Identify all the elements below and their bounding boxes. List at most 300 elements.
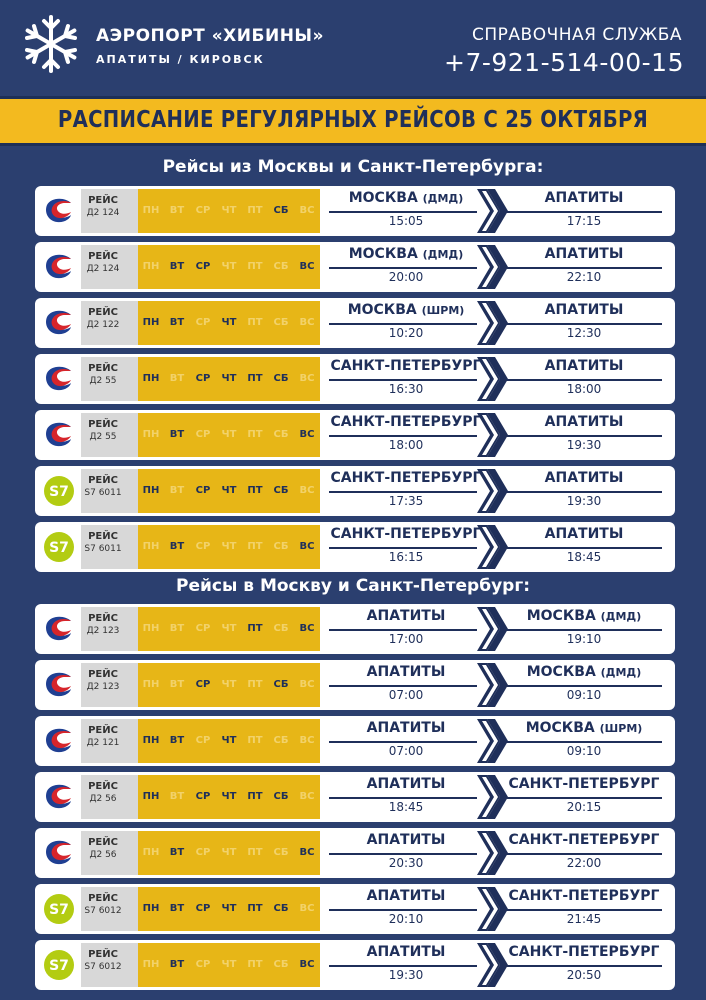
day-3: СР: [190, 245, 216, 289]
day-3: СР: [190, 357, 216, 401]
arrival-time: 19:10: [566, 632, 602, 646]
destination-airport-code: (ДМД): [600, 666, 642, 679]
section-title-departures: Рейсы в Москву и Санкт-Петербург:: [176, 576, 530, 596]
svg-text:S7: S7: [49, 902, 69, 918]
rossiya-logo-icon: [37, 301, 81, 345]
day-6: СБ: [268, 301, 294, 345]
origin-city: [322, 944, 490, 960]
divider: [329, 741, 477, 743]
day-2: ВТ: [164, 663, 190, 707]
arrival-time: 22:10: [566, 270, 602, 284]
day-6: СБ: [268, 469, 294, 513]
route: [322, 469, 670, 513]
day-1: ПН: [138, 943, 164, 987]
divider: [506, 965, 662, 967]
day-7: ВС: [294, 245, 320, 289]
day-5: ПТ: [242, 357, 268, 401]
day-4: ЧТ: [216, 719, 242, 763]
divider: [506, 435, 662, 437]
flight-label: РЕЙС: [88, 195, 118, 206]
day-1: ПН: [138, 357, 164, 401]
day-2: ВТ: [164, 831, 190, 875]
svg-text:S7: S7: [49, 958, 69, 974]
day-2: ВТ: [164, 469, 190, 513]
divider: [329, 211, 477, 213]
day-2: ВТ: [164, 189, 190, 233]
divider: [329, 435, 477, 437]
route: [322, 719, 670, 763]
divider: [506, 909, 662, 911]
weekdays: [138, 525, 320, 569]
origin-airport-code: (ШРМ): [421, 304, 465, 317]
divider: [506, 379, 662, 381]
flight-code: Д2 56: [89, 850, 117, 860]
destination-city: [500, 470, 668, 486]
flight-label: РЕЙС: [88, 307, 118, 318]
flight-code: Д2 123: [86, 626, 120, 636]
destination-city-name: САНКТ-ПЕТЕРБУРГ: [508, 888, 660, 904]
arrival-time: 20:15: [566, 800, 602, 814]
departure-time: 10:20: [388, 326, 424, 340]
origin-city-name: АПАТИТЫ: [366, 944, 446, 960]
s7-logo-icon: [37, 887, 81, 931]
flight-code: Д2 55: [89, 432, 117, 442]
day-5: ПТ: [242, 607, 268, 651]
origin-city-name: САНКТ-ПЕТЕРБУРГ: [330, 414, 482, 430]
brand-name: АЭРОПОРТ «ХИБИНЫ»: [96, 26, 325, 46]
origin-city-name: АПАТИТЫ: [366, 776, 446, 792]
weekdays: [138, 469, 320, 513]
departure-time: 18:00: [388, 438, 424, 452]
day-2: ВТ: [164, 245, 190, 289]
origin-city: [322, 470, 490, 486]
day-1: ПН: [138, 301, 164, 345]
origin-city: [322, 608, 490, 624]
flight-label: РЕЙС: [88, 475, 118, 486]
day-4: ЧТ: [216, 301, 242, 345]
destination-city-name: МОСКВА: [526, 664, 596, 680]
day-6: СБ: [268, 525, 294, 569]
day-4: ЧТ: [216, 469, 242, 513]
day-2: ВТ: [164, 719, 190, 763]
arrival-time: 18:45: [566, 550, 602, 564]
origin-airport-code: (ДМД): [422, 248, 464, 261]
destination-city: [500, 190, 668, 206]
divider: [506, 741, 662, 743]
day-1: ПН: [138, 245, 164, 289]
arrival-time: 20:50: [566, 968, 602, 982]
flight-row[interactable]: [35, 186, 675, 236]
flight-label: РЕЙС: [88, 837, 118, 848]
rossiya-logo-icon: [37, 189, 81, 233]
day-5: ПТ: [242, 301, 268, 345]
origin-city: [322, 358, 490, 374]
origin-city: [322, 302, 490, 318]
divider: [329, 629, 477, 631]
weekdays: [138, 245, 320, 289]
day-1: ПН: [138, 469, 164, 513]
day-5: ПТ: [242, 831, 268, 875]
arrival-time: 19:30: [566, 438, 602, 452]
day-6: СБ: [268, 413, 294, 457]
day-1: ПН: [138, 663, 164, 707]
destination-city: [500, 414, 668, 430]
day-6: СБ: [268, 357, 294, 401]
day-5: ПТ: [242, 887, 268, 931]
day-7: ВС: [294, 943, 320, 987]
divider: [506, 853, 662, 855]
day-6: СБ: [268, 607, 294, 651]
day-5: ПТ: [242, 775, 268, 819]
day-1: ПН: [138, 887, 164, 931]
day-6: СБ: [268, 887, 294, 931]
destination-city-name: АПАТИТЫ: [544, 358, 624, 374]
day-4: ЧТ: [216, 663, 242, 707]
route: [322, 245, 670, 289]
destination-city-name: МОСКВА: [525, 720, 595, 736]
day-1: ПН: [138, 525, 164, 569]
weekdays: [138, 943, 320, 987]
divider: [506, 323, 662, 325]
day-1: ПН: [138, 719, 164, 763]
flight-label: РЕЙС: [88, 531, 118, 542]
destination-city: [500, 944, 668, 960]
weekdays: [138, 887, 320, 931]
day-4: ЧТ: [216, 607, 242, 651]
divider: [329, 909, 477, 911]
origin-city-name: АПАТИТЫ: [366, 664, 446, 680]
day-3: СР: [190, 469, 216, 513]
s7-logo-icon: [37, 943, 81, 987]
weekdays: [138, 663, 320, 707]
divider: [506, 797, 662, 799]
origin-city-name: МОСКВА: [348, 190, 418, 206]
rossiya-logo-icon: [37, 357, 81, 401]
day-6: СБ: [268, 663, 294, 707]
destination-city: [500, 302, 668, 318]
origin-city: [322, 190, 490, 206]
divider: [329, 797, 477, 799]
divider: [329, 267, 477, 269]
destination-city-name: САНКТ-ПЕТЕРБУРГ: [508, 776, 660, 792]
divider: [329, 491, 477, 493]
day-2: ВТ: [164, 357, 190, 401]
day-5: ПТ: [242, 413, 268, 457]
hotline-label: СПРАВОЧНАЯ СЛУЖБА: [472, 25, 682, 45]
day-3: СР: [190, 943, 216, 987]
day-7: ВС: [294, 469, 320, 513]
flight-label: РЕЙС: [88, 613, 118, 624]
day-4: ЧТ: [216, 245, 242, 289]
divider: [506, 629, 662, 631]
destination-city: [500, 720, 668, 736]
flight-code: Д2 121: [86, 738, 120, 748]
origin-city: [322, 246, 490, 262]
route: [322, 189, 670, 233]
divider: [329, 685, 477, 687]
rossiya-logo-icon: [37, 245, 81, 289]
departure-time: 17:35: [388, 494, 424, 508]
flight-row[interactable]: [35, 466, 675, 516]
destination-city: [500, 888, 668, 904]
day-7: ВС: [294, 887, 320, 931]
route: [322, 413, 670, 457]
rossiya-logo-icon: [37, 663, 81, 707]
origin-city-name: МОСКВА: [347, 302, 417, 318]
flight-row[interactable]: [35, 772, 675, 822]
destination-city-name: АПАТИТЫ: [544, 414, 624, 430]
destination-city-name: АПАТИТЫ: [544, 470, 624, 486]
flight-code: S7 6012: [84, 962, 122, 972]
destination-city: [500, 832, 668, 848]
destination-city-name: АПАТИТЫ: [544, 302, 624, 318]
departure-time: 15:05: [388, 214, 424, 228]
origin-airport-code: (ДМД): [422, 192, 464, 205]
day-3: СР: [190, 607, 216, 651]
weekdays: [138, 831, 320, 875]
day-6: СБ: [268, 775, 294, 819]
day-5: ПТ: [242, 943, 268, 987]
flight-row[interactable]: [35, 716, 675, 766]
weekdays: [138, 357, 320, 401]
origin-city: [322, 526, 490, 542]
day-2: ВТ: [164, 887, 190, 931]
route: [322, 607, 670, 651]
destination-city: [500, 664, 668, 680]
divider: [506, 211, 662, 213]
origin-city-name: АПАТИТЫ: [366, 608, 446, 624]
day-3: СР: [190, 301, 216, 345]
day-6: СБ: [268, 831, 294, 875]
day-2: ВТ: [164, 607, 190, 651]
destination-city-name: САНКТ-ПЕТЕРБУРГ: [508, 944, 660, 960]
departure-time: 19:30: [388, 968, 424, 982]
flight-code: Д2 56: [89, 794, 117, 804]
day-5: ПТ: [242, 719, 268, 763]
day-7: ВС: [294, 189, 320, 233]
day-2: ВТ: [164, 943, 190, 987]
flight-row[interactable]: [35, 828, 675, 878]
weekdays: [138, 413, 320, 457]
flight-code: Д2 122: [86, 320, 120, 330]
day-1: ПН: [138, 607, 164, 651]
destination-city-name: АПАТИТЫ: [544, 246, 624, 262]
day-7: ВС: [294, 831, 320, 875]
header: [0, 0, 706, 88]
arrival-time: 09:10: [566, 744, 602, 758]
route: [322, 775, 670, 819]
day-4: ЧТ: [216, 357, 242, 401]
destination-airport-code: (ШРМ): [599, 722, 643, 735]
rossiya-logo-icon: [37, 775, 81, 819]
destination-city-name: АПАТИТЫ: [544, 526, 624, 542]
svg-text:S7: S7: [49, 484, 69, 500]
divider: [506, 547, 662, 549]
flight-label: РЕЙС: [88, 725, 118, 736]
day-7: ВС: [294, 525, 320, 569]
origin-city: [322, 664, 490, 680]
day-6: СБ: [268, 245, 294, 289]
flight-code: Д2 124: [86, 264, 120, 274]
day-4: ЧТ: [216, 831, 242, 875]
s7-logo-icon: [37, 525, 81, 569]
day-7: ВС: [294, 775, 320, 819]
divider: [329, 965, 477, 967]
rossiya-logo-icon: [37, 831, 81, 875]
flight-row[interactable]: [35, 940, 675, 990]
day-3: СР: [190, 663, 216, 707]
divider: [329, 379, 477, 381]
arrival-time: 21:45: [566, 912, 602, 926]
departure-time: 20:30: [388, 856, 424, 870]
origin-city-name: АПАТИТЫ: [366, 720, 446, 736]
rossiya-logo-icon: [37, 607, 81, 651]
day-2: ВТ: [164, 413, 190, 457]
day-5: ПТ: [242, 245, 268, 289]
day-7: ВС: [294, 413, 320, 457]
route: [322, 943, 670, 987]
section-title-arrivals: Рейсы из Москвы и Санкт-Петербурга:: [162, 157, 544, 177]
departure-time: 16:30: [388, 382, 424, 396]
day-2: ВТ: [164, 775, 190, 819]
divider: [329, 323, 477, 325]
arrival-time: 12:30: [566, 326, 602, 340]
schedule-banner: [0, 96, 706, 146]
day-1: ПН: [138, 189, 164, 233]
flight-row[interactable]: [35, 604, 675, 654]
flight-label: РЕЙС: [88, 781, 118, 792]
day-3: СР: [190, 189, 216, 233]
day-6: СБ: [268, 719, 294, 763]
flight-label: РЕЙС: [88, 419, 118, 430]
day-3: СР: [190, 887, 216, 931]
destination-city: [500, 246, 668, 262]
origin-city-name: АПАТИТЫ: [366, 888, 446, 904]
departure-time: 07:00: [388, 688, 424, 702]
weekdays: [138, 189, 320, 233]
destination-city: [500, 358, 668, 374]
day-7: ВС: [294, 357, 320, 401]
day-5: ПТ: [242, 469, 268, 513]
flight-row[interactable]: [35, 298, 675, 348]
day-3: СР: [190, 719, 216, 763]
flight-row[interactable]: [35, 354, 675, 404]
day-4: ЧТ: [216, 887, 242, 931]
destination-city: [500, 526, 668, 542]
flight-code: S7 6011: [84, 544, 122, 554]
route: [322, 525, 670, 569]
departure-time: 07:00: [388, 744, 424, 758]
flight-label: РЕЙС: [88, 893, 118, 904]
origin-city: [322, 720, 490, 736]
divider: [506, 685, 662, 687]
weekdays: [138, 607, 320, 651]
origin-city-name: АПАТИТЫ: [366, 832, 446, 848]
departure-time: 17:00: [388, 632, 424, 646]
flight-label: РЕЙС: [88, 363, 118, 374]
brand-subtitle: АПАТИТЫ / КИРОВСК: [96, 53, 265, 66]
day-7: ВС: [294, 607, 320, 651]
day-7: ВС: [294, 663, 320, 707]
day-3: СР: [190, 525, 216, 569]
flight-row[interactable]: [35, 660, 675, 710]
arrival-time: 17:15: [566, 214, 602, 228]
route: [322, 887, 670, 931]
weekdays: [138, 775, 320, 819]
day-3: СР: [190, 775, 216, 819]
svg-text:S7: S7: [49, 540, 69, 556]
flight-row[interactable]: [35, 410, 675, 460]
arrival-time: 22:00: [566, 856, 602, 870]
flight-row[interactable]: [35, 884, 675, 934]
flight-code: S7 6011: [84, 488, 122, 498]
origin-city-name: САНКТ-ПЕТЕРБУРГ: [330, 526, 482, 542]
arrival-time: 09:10: [566, 688, 602, 702]
day-3: СР: [190, 413, 216, 457]
flight-code: Д2 55: [89, 376, 117, 386]
route: [322, 831, 670, 875]
day-5: ПТ: [242, 189, 268, 233]
flight-label: РЕЙС: [88, 669, 118, 680]
departure-time: 20:10: [388, 912, 424, 926]
day-4: ЧТ: [216, 943, 242, 987]
destination-city-name: МОСКВА: [526, 608, 596, 624]
departure-time: 20:00: [388, 270, 424, 284]
flight-label: РЕЙС: [88, 251, 118, 262]
day-7: ВС: [294, 301, 320, 345]
arrival-time: 19:30: [566, 494, 602, 508]
hotline-phone[interactable]: +7-921-514-00-15: [444, 48, 684, 77]
day-4: ЧТ: [216, 775, 242, 819]
s7-logo-icon: [37, 469, 81, 513]
flight-row[interactable]: [35, 242, 675, 292]
day-2: ВТ: [164, 301, 190, 345]
day-6: СБ: [268, 943, 294, 987]
weekdays: [138, 301, 320, 345]
departure-time: 18:45: [388, 800, 424, 814]
flight-row[interactable]: [35, 522, 675, 572]
destination-city: [500, 776, 668, 792]
origin-city: [322, 888, 490, 904]
route: [322, 663, 670, 707]
day-4: ЧТ: [216, 189, 242, 233]
day-1: ПН: [138, 413, 164, 457]
day-5: ПТ: [242, 663, 268, 707]
day-6: СБ: [268, 189, 294, 233]
route: [322, 301, 670, 345]
arrival-time: 18:00: [566, 382, 602, 396]
day-1: ПН: [138, 831, 164, 875]
origin-city: [322, 776, 490, 792]
day-5: ПТ: [242, 525, 268, 569]
day-2: ВТ: [164, 525, 190, 569]
rossiya-logo-icon: [37, 719, 81, 763]
day-4: ЧТ: [216, 525, 242, 569]
divider: [506, 491, 662, 493]
weekdays: [138, 719, 320, 763]
flight-code: S7 6012: [84, 906, 122, 916]
destination-city: [500, 608, 668, 624]
origin-city-name: САНКТ-ПЕТЕРБУРГ: [330, 358, 482, 374]
departure-time: 16:15: [388, 550, 424, 564]
day-3: СР: [190, 831, 216, 875]
flight-code: Д2 124: [86, 208, 120, 218]
day-1: ПН: [138, 775, 164, 819]
route: [322, 357, 670, 401]
rossiya-logo-icon: [37, 413, 81, 457]
snowflake-icon: [20, 13, 82, 75]
divider: [329, 547, 477, 549]
